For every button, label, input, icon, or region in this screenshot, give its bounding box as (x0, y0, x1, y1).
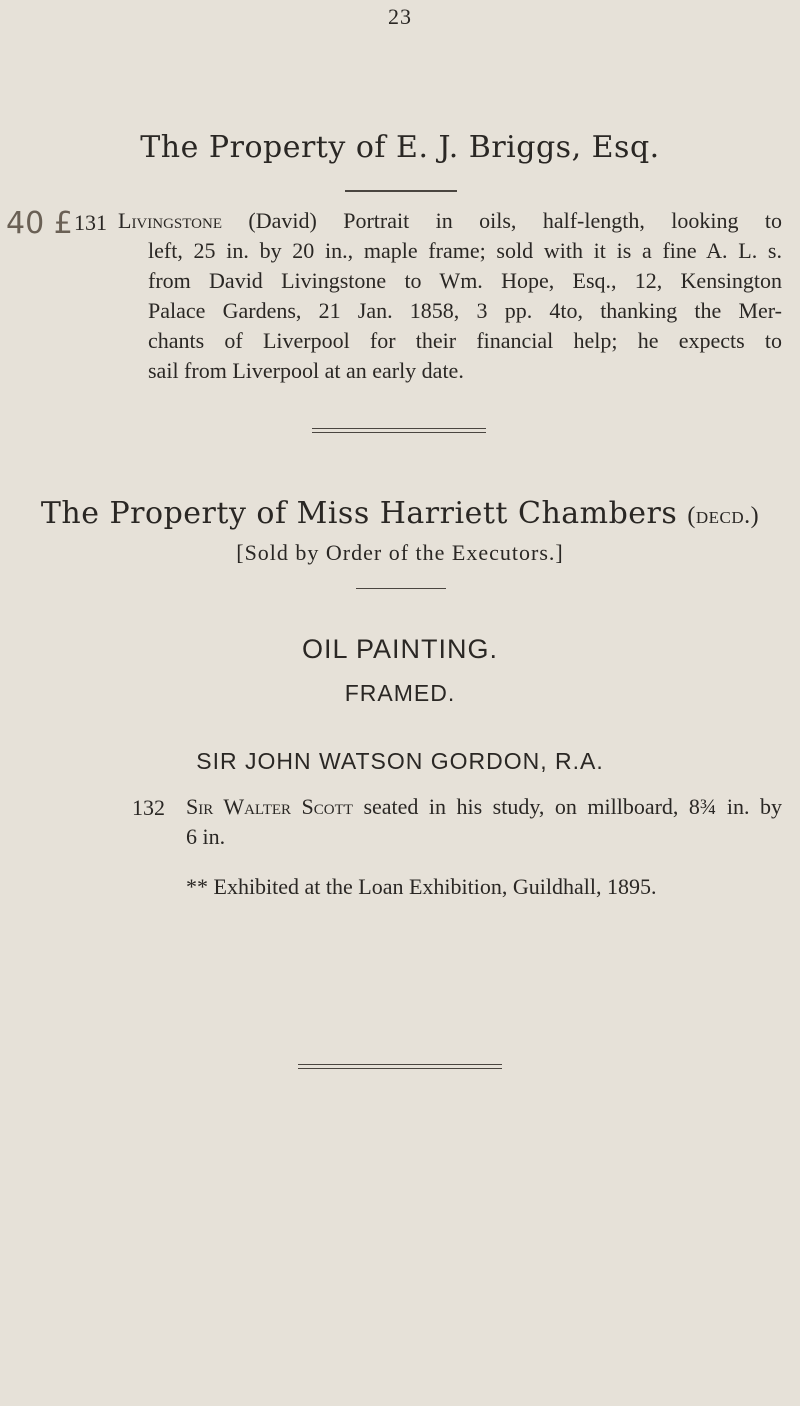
heading-rule (356, 588, 446, 589)
category-title: OIL PAINTING. (301, 634, 499, 664)
lot-line: 6 in. (186, 824, 226, 849)
lot-subject: Livingstone (118, 208, 222, 233)
heading-suffix: (decd.) (687, 503, 760, 529)
heading-text: The Property of Miss Harriett Chambers (40, 496, 678, 531)
handwritten-price-annotation: 40 £ (6, 206, 73, 241)
sold-by-order-note: [Sold by Order of the Executors.] (236, 540, 564, 565)
lot-number: 131 (74, 210, 107, 235)
exhibition-note: ** Exhibited at the Loan Exhibition, Guildhall, 1895. (186, 874, 657, 899)
lot-number: 132 (132, 795, 165, 820)
section-heading-briggs: The Property of E. J. Briggs, Esq. (140, 130, 660, 165)
lot-subject: Sir Walter Scott (186, 794, 353, 819)
lot-line: seated in his study, on millboard, 8¾ in. by (363, 794, 783, 819)
lot-line: from David Livingstone to Wm. Hope, Esq., 12, Kensington (148, 268, 782, 293)
artist-name: SIR JOHN WATSON GORDON, R.A. (196, 748, 604, 774)
end-divider (298, 1064, 502, 1065)
section-divider (312, 428, 486, 429)
lot-131-description (118, 206, 782, 236)
subcategory-title: FRAMED. (344, 680, 456, 706)
lot-132-description (186, 792, 782, 822)
section-heading-chambers (0, 496, 800, 531)
heading-rule (345, 190, 457, 192)
lot-line: (David) Portrait in oils, half-length, looking to (248, 208, 782, 233)
lot-line: chants of Liverpool for their financial help; he expects to (148, 328, 782, 353)
lot-line: Palace Gardens, 21 Jan. 1858, 3 pp. 4to, thanking the Mer- (148, 298, 782, 323)
lot-line: left, 25 in. by 20 in., maple frame; sold with it is a fine A. L. s. (148, 238, 782, 263)
section-divider (312, 432, 486, 433)
end-divider (298, 1068, 502, 1069)
page-number: 23 (388, 4, 412, 29)
lot-line: sail from Liverpool at an early date. (148, 358, 464, 383)
